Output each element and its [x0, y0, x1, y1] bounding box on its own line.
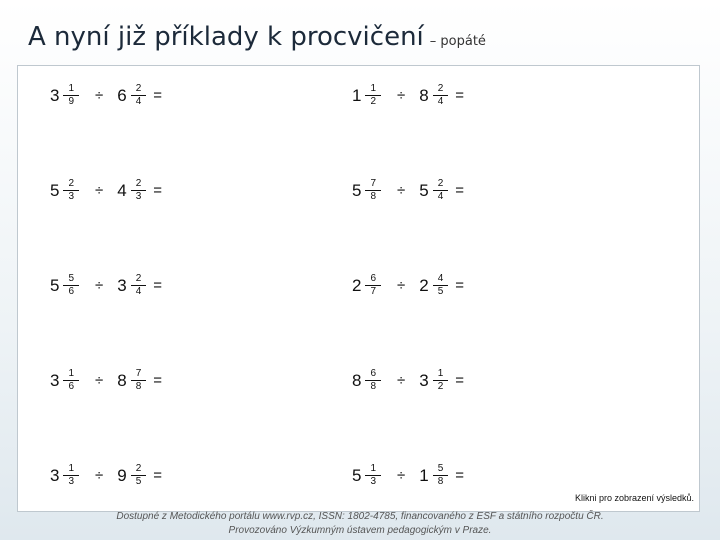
fraction-numerator: 7 — [131, 369, 147, 381]
fraction — [433, 464, 449, 487]
fraction-numerator: 2 — [433, 84, 449, 96]
equals-sign: = — [153, 372, 163, 389]
fraction-denominator: 8 — [370, 381, 377, 392]
exercise-row — [352, 464, 464, 487]
fraction-denominator: 8 — [135, 381, 142, 392]
mixed-whole: 4 — [117, 180, 127, 200]
mixed-whole: 2 — [419, 275, 429, 295]
mixed-whole: 2 — [352, 275, 362, 295]
fraction-numerator: 2 — [131, 274, 147, 286]
mixed-whole: 3 — [117, 275, 127, 295]
exercise-row — [352, 179, 464, 202]
exercise-row — [50, 274, 162, 297]
exercise-row — [352, 84, 464, 107]
exercise-panel — [17, 65, 700, 512]
fraction-denominator: 3 — [370, 476, 377, 487]
footer-line-1: Dostupné z Metodického portálu www.rvp.cz, ISSN: 1802-4785, financovaného z ESF a státního rozpočtu ČR. — [116, 511, 604, 522]
fraction-numerator: 6 — [365, 369, 381, 381]
division-sign: ÷ — [95, 372, 104, 389]
title-text: A nyní již příklady k procvičení — [28, 22, 424, 52]
fraction — [433, 84, 449, 107]
exercise-row — [50, 464, 162, 487]
fraction-denominator: 6 — [68, 381, 75, 392]
division-sign: ÷ — [95, 467, 104, 484]
mixed-whole: 8 — [419, 85, 429, 105]
exercise-row — [352, 274, 464, 297]
fraction-denominator: 4 — [437, 191, 444, 202]
exercise-row — [50, 179, 162, 202]
title-subtitle: – popáté — [429, 34, 486, 49]
fraction — [63, 274, 79, 297]
mixed-whole: 3 — [419, 370, 429, 390]
fraction — [131, 274, 147, 297]
mixed-whole: 5 — [352, 180, 362, 200]
mixed-whole: 5 — [50, 275, 60, 295]
fraction-numerator: 1 — [63, 464, 79, 476]
fraction-denominator: 6 — [68, 286, 75, 297]
fraction — [63, 179, 79, 202]
equals-sign: = — [153, 467, 163, 484]
fraction — [131, 369, 147, 392]
mixed-whole: 3 — [50, 465, 60, 485]
fraction-denominator: 8 — [437, 476, 444, 487]
fraction-denominator: 8 — [370, 191, 377, 202]
mixed-whole: 3 — [50, 370, 60, 390]
fraction-denominator: 3 — [68, 476, 75, 487]
fraction-numerator: 1 — [365, 84, 381, 96]
division-sign: ÷ — [397, 372, 406, 389]
fraction-denominator: 3 — [135, 191, 142, 202]
slide-title — [28, 22, 486, 52]
mixed-whole: 5 — [419, 180, 429, 200]
division-sign: ÷ — [397, 87, 406, 104]
mixed-whole: 9 — [117, 465, 127, 485]
fraction-numerator: 5 — [63, 274, 79, 286]
mixed-whole: 6 — [117, 85, 127, 105]
fraction-denominator: 2 — [437, 381, 444, 392]
equals-sign: = — [153, 277, 163, 294]
exercise-row — [50, 369, 162, 392]
fraction-numerator: 2 — [131, 179, 147, 191]
mixed-whole: 5 — [50, 180, 60, 200]
show-results-link[interactable]: Klikni pro zobrazení výsledků. — [574, 493, 694, 503]
division-sign: ÷ — [397, 182, 406, 199]
equals-sign: = — [455, 467, 465, 484]
fraction-denominator: 5 — [437, 286, 444, 297]
equals-sign: = — [153, 87, 163, 104]
fraction-numerator: 2 — [433, 179, 449, 191]
fraction — [433, 179, 449, 202]
equals-sign: = — [455, 277, 465, 294]
fraction — [131, 464, 147, 487]
fraction — [365, 464, 381, 487]
fraction — [365, 369, 381, 392]
equals-sign: = — [455, 182, 465, 199]
fraction — [433, 274, 449, 297]
fraction-numerator: 6 — [365, 274, 381, 286]
division-sign: ÷ — [397, 277, 406, 294]
fraction — [365, 179, 381, 202]
fraction-denominator: 9 — [68, 96, 75, 107]
fraction-numerator: 1 — [63, 369, 79, 381]
mixed-whole: 3 — [50, 85, 60, 105]
fraction-numerator: 2 — [131, 84, 147, 96]
equals-sign: = — [455, 87, 465, 104]
equals-sign: = — [455, 372, 465, 389]
fraction-numerator: 1 — [365, 464, 381, 476]
equals-sign: = — [153, 182, 163, 199]
fraction-numerator: 1 — [63, 84, 79, 96]
fraction-denominator: 4 — [437, 96, 444, 107]
mixed-whole: 8 — [117, 370, 127, 390]
fraction — [63, 464, 79, 487]
division-sign: ÷ — [95, 277, 104, 294]
fraction-denominator: 3 — [68, 191, 75, 202]
mixed-whole: 1 — [419, 465, 429, 485]
fraction-numerator: 2 — [63, 179, 79, 191]
fraction-numerator: 2 — [131, 464, 147, 476]
footer — [0, 510, 720, 538]
mixed-whole: 1 — [352, 85, 362, 105]
division-sign: ÷ — [95, 87, 104, 104]
fraction-denominator: 5 — [135, 476, 142, 487]
fraction — [63, 369, 79, 392]
fraction — [365, 84, 381, 107]
fraction — [433, 369, 449, 392]
exercise-row — [50, 84, 162, 107]
fraction-denominator: 2 — [370, 96, 377, 107]
division-sign: ÷ — [397, 467, 406, 484]
fraction-numerator: 7 — [365, 179, 381, 191]
fraction — [63, 84, 79, 107]
mixed-whole: 5 — [352, 465, 362, 485]
footer-line-2: Provozováno Výzkumným ústavem pedagogickým v Praze. — [228, 525, 492, 536]
exercise-row — [352, 369, 464, 392]
fraction-denominator: 4 — [135, 96, 142, 107]
division-sign: ÷ — [95, 182, 104, 199]
fraction-numerator: 4 — [433, 274, 449, 286]
fraction-numerator: 1 — [433, 369, 449, 381]
fraction-numerator: 5 — [433, 464, 449, 476]
fraction — [131, 179, 147, 202]
fraction — [131, 84, 147, 107]
fraction — [365, 274, 381, 297]
fraction-denominator: 7 — [370, 286, 377, 297]
mixed-whole: 8 — [352, 370, 362, 390]
fraction-denominator: 4 — [135, 286, 142, 297]
